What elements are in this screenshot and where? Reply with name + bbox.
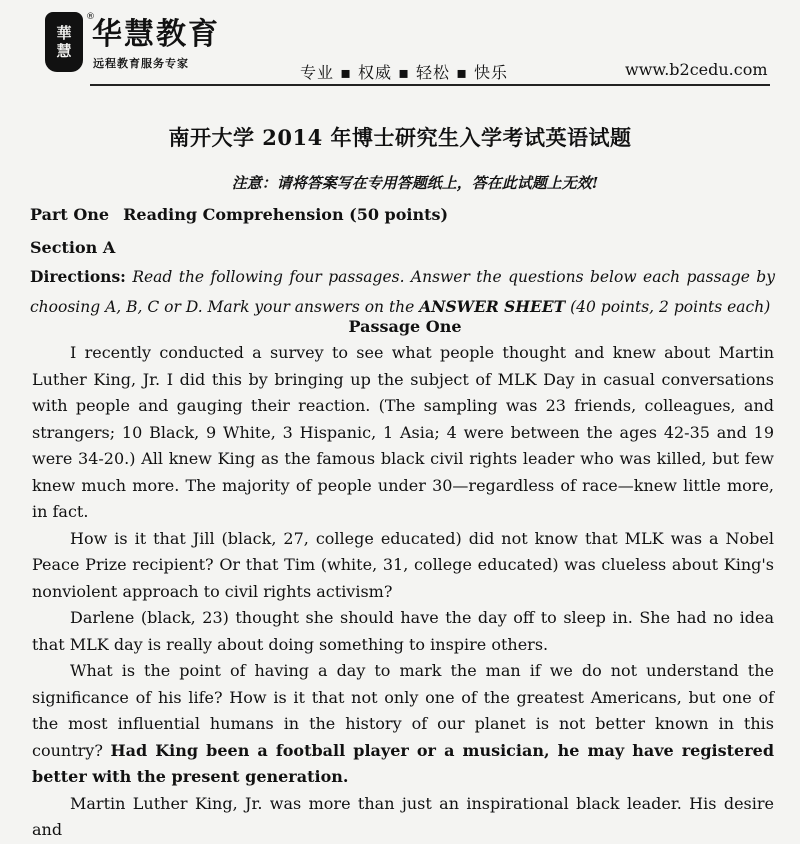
exam-notice: 注意：请将答案写在专用答题纸上，答在此试题上无效! [231,174,599,192]
logo-glyph-bottom: 慧 [56,42,72,60]
brand-tagline: 远程教育服务专家 [93,57,189,70]
passage-title: Passage One [348,317,462,336]
passage-paragraph-2: How is it that Jill (black, 27, college educated) did not know that MLK was a Nobel Peace Prize recipient? Or that Tim (white, 31, college educated) was clueless about King's nonviolent approach to civil rights activism? [32,528,774,601]
passage-body [32,340,774,844]
directions-text-2: (40 points, 2 points each) [570,298,771,316]
registered-mark: ® [86,12,95,22]
passage-paragraph-5: Martin Luther King, Jr. was more than just an inspirational black leader. His desire and [32,793,774,839]
page-header [0,0,800,95]
exam-title: 南开大学 2014 年博士研究生入学考试英语试题 [168,125,632,150]
header-divider [90,84,770,86]
part-name: Part One [30,205,110,224]
directions-text-1: Read the following four passages. Answer the questions below each passage by choosing A, B, C or D. Mark your answers on the [30,268,775,316]
passage-paragraph-4 [32,658,774,791]
logo-glyph-top: 華 [56,24,72,42]
paragraph-4-bold: Had King been a football player or a musician, he may have registered better with the present generation. [32,740,775,786]
passage-paragraph-1: I recently conducted a survey to see what people thought and knew about Martin Luther King, Jr. I did this by bringing up the subject of MLK Day in casual conversations with people and gauging their reaction. (The sampling was 23 friends, colleagues, and strangers; 10 Black, 9 White, 3 Hispanic, 1 Asia; 4 were between the ages 42-35 and 19 were 34-20.) All knew King as the famous black civil rights leader who was killed, but few knew much more. The majority of people under 30—regardless of race—knew little more, in fact. [32,343,774,521]
slogan: 专业 ▪ 权威 ▪ 轻松 ▪ 快乐 [300,63,509,82]
website-link[interactable]: www.b2cedu.com [625,60,768,79]
paragraph-4-text: What is the point of having a day to mark the man if we do not understand the significance of his life? How is it that not only one of the greatest Americans, but one of the most influential humans in the history of our planet is not better known in this country? [32,661,774,760]
passage-paragraph-3: Darlene (black, 23) thought she should have the day off to sleep in. She had no idea that MLK day is really about doing something to inspire others. [32,608,774,654]
brand-name: 华慧教育 [92,17,220,52]
part-title: Reading Comprehension (50 points) [123,205,449,224]
directions-label: Directions: [30,267,126,286]
brand-logo [45,12,83,72]
section-heading: Section A [30,238,116,257]
directions-emphasis: ANSWER SHEET [419,297,566,316]
directions-paragraph [30,262,775,322]
part-heading [30,205,448,224]
